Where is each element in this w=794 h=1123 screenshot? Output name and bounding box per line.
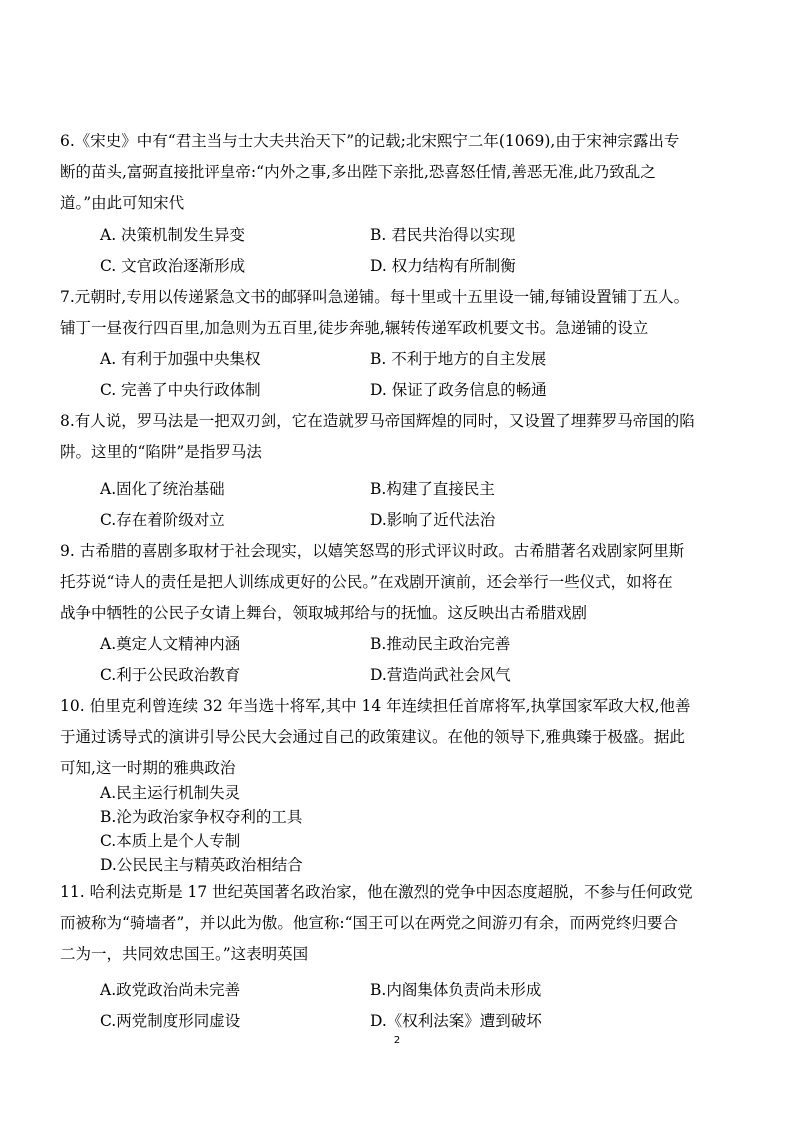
question-9-stem-line-1: 9. 古希腊的喜剧多取材于社会现实，以嬉笑怒骂的形式评议时政。古希腊著名戏剧家阿里斯	[60, 542, 685, 560]
question-11-option-a[interactable]: A.政党政治尚未完善	[100, 981, 241, 999]
question-9-option-a[interactable]: A.奠定人文精神内涵	[100, 635, 241, 653]
question-7-option-b[interactable]: B. 不利于地方的自主发展	[370, 350, 547, 368]
question-6-option-b[interactable]: B. 君民共治得以实现	[370, 226, 516, 244]
question-6-stem-line-3: 道。”由此可知宋代	[60, 194, 185, 212]
question-6-option-d[interactable]: D. 权力结构有所制衡	[370, 257, 516, 275]
question-9-stem-line-3: 战争中牺牲的公民子女请上舞台，领取城邦给与的抚恤。这反映出古希腊戏剧	[60, 604, 588, 622]
question-7-stem-line-2: 铺丁一昼夜行四百里,加急则为五百里,徒步奔驰,辗转传递军政机要文书。急递铺的设立	[60, 319, 649, 337]
question-11-stem-line-1: 11. 哈利法克斯是 17 世纪英国著名政治家，他在激烈的党争中因态度超脱，不参与任何政党	[60, 883, 693, 901]
question-10-option-b[interactable]: B.沦为政治家争权夺利的工具	[100, 808, 303, 826]
question-11-stem-line-3: 二为一，共同效忠国王。”这表明英国	[60, 945, 309, 963]
question-7-stem-line-1: 7.元朝时,专用以传递紧急文书的邮驿叫急递铺。每十里或十五里设一铺,每铺设置铺丁五人。	[60, 288, 690, 306]
question-7-option-c[interactable]: C. 完善了中央行政体制	[100, 381, 261, 399]
question-9-option-c[interactable]: C.利于公民政治教育	[100, 666, 241, 684]
question-10-stem-line-1: 10. 伯里克利曾连续 32 年当选十将军,其中 14 年连续担任首席将军,执掌国家军政大权,他善	[60, 697, 691, 715]
question-10-stem-line-3: 可知,这一时期的雅典政治	[60, 759, 236, 777]
question-8-option-b[interactable]: B.构建了直接民主	[370, 480, 495, 498]
question-8-stem-line-1: 8.有人说，罗马法是一把双刃剑，它在造就罗马帝国辉煌的同时，又设置了埋葬罗马帝国的陷	[60, 412, 695, 430]
question-9-stem-line-2: 托芬说“诗人的责任是把人训练成更好的公民。”在戏剧开演前，还会举行一些仪式，如将在	[60, 573, 673, 591]
question-6-option-c[interactable]: C. 文官政治逐渐形成	[100, 257, 246, 275]
question-9-option-b[interactable]: B.推动民主政治完善	[370, 635, 511, 653]
question-8-option-d[interactable]: D.影响了近代法治	[370, 511, 496, 529]
question-10-option-a[interactable]: A.民主运行机制失灵	[100, 784, 241, 802]
question-11-option-d[interactable]: D.《权利法案》遭到破坏	[370, 1012, 542, 1030]
question-8-option-a[interactable]: A.固化了统治基础	[100, 480, 225, 498]
question-10-stem-line-2: 于通过诱导式的演讲引导公民大会通过自己的政策建议。在他的领导下,雅典臻于极盛。据此	[60, 728, 685, 746]
question-8-option-c[interactable]: C.存在着阶级对立	[100, 511, 225, 529]
question-7-option-a[interactable]: A. 有利于加强中央集权	[100, 350, 261, 368]
page-number: 2	[393, 1035, 401, 1046]
question-9-option-d[interactable]: D.营造尚武社会风气	[370, 666, 511, 684]
question-10-option-d[interactable]: D.公民民主与精英政治相结合	[100, 856, 303, 874]
question-6-option-a[interactable]: A. 决策机制发生异变	[100, 226, 246, 244]
question-10-option-c[interactable]: C.本质上是个人专制	[100, 832, 241, 850]
question-11-stem-line-2: 而被称为“骑墙者”，并以此为傲。他宣称:“国王可以在两党之间游刃有余，而两党终归要合	[60, 914, 678, 932]
question-11-option-c[interactable]: C.两党制度形同虚设	[100, 1012, 241, 1030]
question-8-stem-line-2: 阱。这里的“陷阱”是指罗马法	[60, 443, 262, 461]
question-6-stem-line-1: 6.《宋史》中有“君主当与士大夫共治天下”的记载;北宋熙宁二年(1069),由于宋神宗露出专	[60, 132, 680, 150]
question-6-stem-line-2: 断的苗头,富弼直接批评皇帝:“内外之事,多出陛下亲批,恐喜怒任情,善恶无准,此乃致乱之	[60, 163, 656, 181]
question-7-option-d[interactable]: D. 保证了政务信息的畅通	[370, 381, 547, 399]
question-11-option-b[interactable]: B.内阁集体负责尚未形成	[370, 981, 542, 999]
